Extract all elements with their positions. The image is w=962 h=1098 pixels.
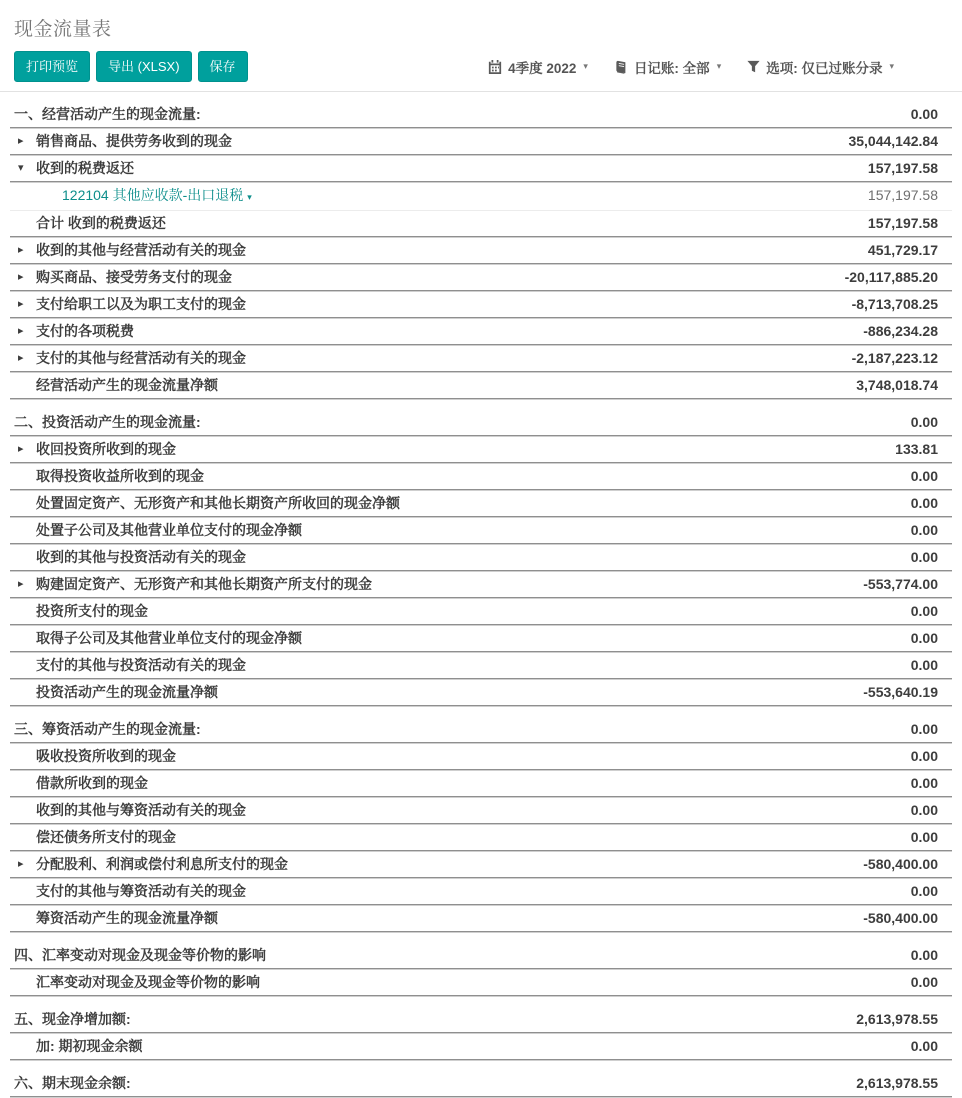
row-label: 处置固定资产、无形资产和其他长期资产所收回的现金净额 xyxy=(36,495,400,511)
row-label: 合计 收到的税费返还 xyxy=(36,215,166,231)
filter-icon xyxy=(747,60,760,73)
report-row-item[interactable] xyxy=(10,265,952,290)
report-row-item xyxy=(10,906,952,931)
row-label: 支付的其他与筹资活动有关的现金 xyxy=(36,883,246,899)
report-row-item[interactable] xyxy=(10,346,952,371)
account-link[interactable]: 122104 其他应收款-出口退税 ▾ xyxy=(62,187,252,203)
row-value: -580,400.00 xyxy=(863,910,938,926)
report-row-item xyxy=(10,744,952,769)
row-value: 0.00 xyxy=(910,603,938,619)
journal-filter-label: 日记账: 全部 xyxy=(633,60,710,76)
report-row-section xyxy=(10,1007,952,1032)
toolbar xyxy=(0,41,962,91)
report-row-item xyxy=(10,545,952,570)
journal-filter[interactable] xyxy=(614,57,721,77)
report-row-section xyxy=(10,943,952,968)
toolbar-buttons xyxy=(14,51,254,82)
row-label: 支付的其他与投资活动有关的现金 xyxy=(36,657,246,673)
report-row-item xyxy=(10,798,952,823)
row-label: 一、经营活动产生的现金流量: xyxy=(14,106,201,122)
report-row-section xyxy=(10,410,952,435)
report-row-item[interactable] xyxy=(10,437,952,462)
row-value: 0.00 xyxy=(910,802,938,818)
chevron-down-icon: ▾ xyxy=(716,61,722,71)
row-label: 取得子公司及其他营业单位支付的现金净额 xyxy=(36,630,302,646)
row-value: 0.00 xyxy=(910,106,938,122)
row-label: 投资所支付的现金 xyxy=(36,603,148,619)
page-title: 现金流量表 xyxy=(14,19,112,40)
row-value: 0.00 xyxy=(910,630,938,646)
row-separator xyxy=(10,398,952,400)
row-value: 133.81 xyxy=(895,441,938,457)
row-label: 收回投资所收到的现金 xyxy=(36,441,176,457)
row-label: 购买商品、接受劳务支付的现金 xyxy=(36,269,232,285)
row-label: 四、汇率变动对现金及现金等价物的影响 xyxy=(14,947,266,963)
row-label: 收到的其他与筹资活动有关的现金 xyxy=(36,802,246,818)
report-row-item xyxy=(10,373,952,398)
report-row-item[interactable] xyxy=(10,572,952,597)
row-value: 0.00 xyxy=(910,522,938,538)
export-xlsx-button[interactable]: 导出 (XLSX) xyxy=(96,51,192,82)
calendar-icon xyxy=(488,60,502,74)
period-filter-label: 4季度 2022 xyxy=(508,60,577,76)
row-label: 经营活动产生的现金流量净额 xyxy=(36,377,218,393)
report-row-item xyxy=(10,518,952,543)
row-label: 收到的税费返还 xyxy=(36,160,134,176)
row-value: -2,187,223.12 xyxy=(851,350,938,366)
row-label: 处置子公司及其他营业单位支付的现金净额 xyxy=(36,522,302,538)
caret-right-icon: ▸ xyxy=(18,352,24,364)
row-label: 收到的其他与经营活动有关的现金 xyxy=(36,242,246,258)
row-value: 0.00 xyxy=(910,883,938,899)
row-value: 0.00 xyxy=(910,657,938,673)
caret-down-icon: ▾ xyxy=(18,162,24,174)
row-label: 加: 期初现金余额 xyxy=(36,1038,143,1054)
chevron-down-icon: ▾ xyxy=(583,61,588,71)
row-value: 157,197.58 xyxy=(867,160,938,176)
caret-right-icon: ▸ xyxy=(18,443,24,455)
row-value: -20,117,885.20 xyxy=(844,269,938,285)
row-label: 三、筹资活动产生的现金流量: xyxy=(14,721,201,737)
row-label: 二、投资活动产生的现金流量: xyxy=(14,414,201,430)
row-separator xyxy=(10,705,952,707)
report-row-item xyxy=(10,464,952,489)
row-label: 分配股利、利润或偿付利息所支付的现金 xyxy=(36,856,288,872)
report-row-section xyxy=(10,102,952,127)
row-label: 支付的各项税费 xyxy=(36,323,134,339)
journal-icon xyxy=(614,60,628,74)
row-label: 投资活动产生的现金流量净额 xyxy=(36,684,218,700)
report-row-item xyxy=(10,771,952,796)
row-label: 借款所收到的现金 xyxy=(36,775,148,791)
report-row-item xyxy=(10,879,952,904)
row-value: -553,640.19 xyxy=(863,684,938,700)
report-row-item[interactable] xyxy=(10,292,952,317)
row-label: 取得投资收益所收到的现金 xyxy=(36,468,204,484)
row-value: 0.00 xyxy=(910,974,938,990)
report-row-item xyxy=(10,653,952,678)
report-row-item xyxy=(10,970,952,995)
row-value: 0.00 xyxy=(910,829,938,845)
report-row-item xyxy=(10,1034,952,1059)
caret-right-icon: ▸ xyxy=(18,135,24,147)
chevron-down-icon: ▾ xyxy=(889,61,894,71)
report-row-item xyxy=(10,825,952,850)
save-button[interactable]: 保存 xyxy=(198,51,248,82)
caret-right-icon: ▸ xyxy=(18,244,24,256)
row-value: 0.00 xyxy=(910,775,938,791)
row-value: 0.00 xyxy=(910,549,938,565)
row-value: 2,613,978.55 xyxy=(856,1075,938,1091)
row-value: 451,729.17 xyxy=(867,242,938,258)
row-label: 偿还债务所支付的现金 xyxy=(36,829,176,845)
row-value: 3,748,018.74 xyxy=(856,377,938,393)
options-filter[interactable] xyxy=(747,57,894,77)
row-value: -553,774.00 xyxy=(863,576,938,592)
row-separator xyxy=(10,995,952,997)
report-row-item[interactable] xyxy=(10,319,952,344)
row-value: 157,197.58 xyxy=(867,187,938,203)
caret-right-icon: ▸ xyxy=(18,271,24,283)
period-filter[interactable] xyxy=(488,57,588,77)
report-row-section xyxy=(10,1071,952,1096)
row-separator xyxy=(10,931,952,933)
row-value: -580,400.00 xyxy=(863,856,938,872)
row-label: 汇率变动对现金及现金等价物的影响 xyxy=(36,974,260,990)
report-table xyxy=(0,92,962,1098)
report-row-item xyxy=(10,491,952,516)
row-value: 0.00 xyxy=(910,414,938,430)
caret-right-icon: ▸ xyxy=(18,298,24,310)
row-separator xyxy=(10,1059,952,1061)
row-value: 0.00 xyxy=(910,721,938,737)
row-value: 0.00 xyxy=(910,947,938,963)
row-value: 35,044,142.84 xyxy=(848,133,938,149)
row-value: 0.00 xyxy=(910,468,938,484)
row-value: 2,613,978.55 xyxy=(856,1011,938,1027)
chevron-down-icon: ▾ xyxy=(247,192,252,202)
row-label: 五、现金净增加额: xyxy=(14,1011,131,1027)
row-label: 支付给职工以及为职工支付的现金 xyxy=(36,296,246,312)
report-row-item[interactable] xyxy=(10,129,952,154)
report-row-item xyxy=(10,211,952,236)
row-label: 六、期末现金余额: xyxy=(14,1075,131,1091)
report-row-item[interactable] xyxy=(10,852,952,877)
report-row-item xyxy=(10,599,952,624)
row-value: 0.00 xyxy=(910,748,938,764)
row-value: 0.00 xyxy=(910,1038,938,1054)
row-value: -886,234.28 xyxy=(863,323,938,339)
caret-right-icon: ▸ xyxy=(18,578,24,590)
options-filter-label: 选项: 仅已过账分录 xyxy=(766,60,883,76)
report-row-item[interactable] xyxy=(10,238,952,263)
row-label: 销售商品、提供劳务收到的现金 xyxy=(36,133,232,149)
report-row-item xyxy=(10,626,952,651)
row-label: 购建固定资产、无形资产和其他长期资产所支付的现金 xyxy=(36,576,372,592)
row-label: 吸收投资所收到的现金 xyxy=(36,748,176,764)
row-label: 支付的其他与经营活动有关的现金 xyxy=(36,350,246,366)
report-row-section xyxy=(10,717,952,742)
row-value: 157,197.58 xyxy=(867,215,938,231)
row-value: 0.00 xyxy=(910,495,938,511)
row-label: 筹资活动产生的现金流量净额 xyxy=(36,910,218,926)
report-row-item[interactable] xyxy=(10,156,952,181)
print-preview-button[interactable]: 打印预览 xyxy=(14,51,90,82)
filter-bar xyxy=(488,57,938,77)
report-row-item xyxy=(10,680,952,705)
caret-right-icon: ▸ xyxy=(18,858,24,870)
caret-right-icon: ▸ xyxy=(18,325,24,337)
row-value: -8,713,708.25 xyxy=(851,296,938,312)
row-label: 收到的其他与投资活动有关的现金 xyxy=(36,549,246,565)
report-row-account[interactable] xyxy=(10,183,952,210)
